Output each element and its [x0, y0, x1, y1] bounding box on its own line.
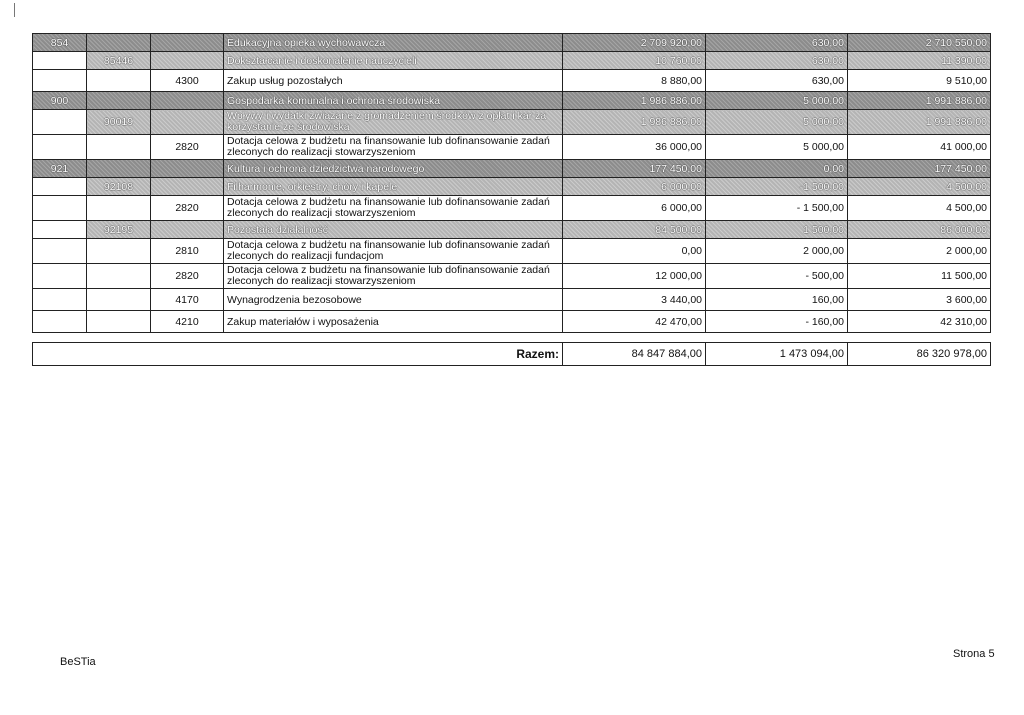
- description: Dotacja celowa z budżetu na finansowanie lub dofinansowanie zadań zleconych do realizacji stowarzyszeniom: [224, 264, 563, 289]
- after-change-value: 1 991 886,00: [848, 110, 991, 135]
- dzial-code: [33, 264, 87, 289]
- after-change-value: 2 710 550,00: [848, 34, 991, 52]
- page-number: Strona 5: [953, 648, 995, 660]
- description: Dotacja celowa z budżetu na finansowanie lub dofinansowanie zadań zleconych do realizacji fundacjom: [224, 239, 563, 264]
- scan-mark: [14, 3, 15, 17]
- after-change-value: 11 390,00: [848, 52, 991, 70]
- table-row: [33, 311, 991, 333]
- paragraf-code: 2820: [151, 135, 224, 160]
- dzial-code: [33, 52, 87, 70]
- after-change-value: 2 000,00: [848, 239, 991, 264]
- plan-value: 36 000,00: [563, 135, 706, 160]
- paragraf-code: [151, 34, 224, 52]
- plan-value: 2 709 920,00: [563, 34, 706, 52]
- paragraf-code: 4300: [151, 70, 224, 92]
- description: Wynagrodzenia bezosobowe: [224, 289, 563, 311]
- table-row: [33, 196, 991, 221]
- paragraf-code: 4170: [151, 289, 224, 311]
- after-change-value: 177 450,00: [848, 160, 991, 178]
- plan-value: 12 000,00: [563, 264, 706, 289]
- plan-value: 3 440,00: [563, 289, 706, 311]
- table-row: [33, 70, 991, 92]
- after-change-value: 9 510,00: [848, 70, 991, 92]
- description: Gospodarka komunalna i ochrona środowiska: [224, 92, 563, 110]
- change-value: 160,00: [706, 289, 848, 311]
- rozdzial-code: [87, 289, 151, 311]
- after-change-value: 42 310,00: [848, 311, 991, 333]
- dzial-code: [33, 221, 87, 239]
- table-row: [33, 160, 991, 178]
- table-row: [33, 52, 991, 70]
- change-value: 5 000,00: [706, 135, 848, 160]
- table-row: [33, 135, 991, 160]
- rozdzial-code: 85446: [87, 52, 151, 70]
- description: Dotacja celowa z budżetu na finansowanie lub dofinansowanie zadań zleconych do realizacji stowarzyszeniom: [224, 196, 563, 221]
- after-change-value: 86 000,00: [848, 221, 991, 239]
- plan-value: 10 760,00: [563, 52, 706, 70]
- change-value: 0,00: [706, 160, 848, 178]
- rozdzial-code: [87, 70, 151, 92]
- paragraf-code: [151, 178, 224, 196]
- total-label: Razem:: [33, 343, 563, 366]
- description: Dotacja celowa z budżetu na finansowanie lub dofinansowanie zadań zleconych do realizacji stowarzyszeniom: [224, 135, 563, 160]
- after-change-value: 4 500,00: [848, 178, 991, 196]
- after-change-value: 11 500,00: [848, 264, 991, 289]
- paragraf-code: [151, 52, 224, 70]
- change-value: - 500,00: [706, 264, 848, 289]
- description: Edukacyjna opieka wychowawcza: [224, 34, 563, 52]
- change-value: -1 500,00: [706, 178, 848, 196]
- paragraf-code: [151, 221, 224, 239]
- footer-software-name: BeSTia: [60, 656, 96, 668]
- dzial-code: 900: [33, 92, 87, 110]
- after-change-value: 1 991 886,00: [848, 92, 991, 110]
- change-value: 5 000,00: [706, 92, 848, 110]
- change-value: 630,00: [706, 70, 848, 92]
- table-row: [33, 34, 991, 52]
- paragraf-code: 2810: [151, 239, 224, 264]
- change-value: - 1 500,00: [706, 196, 848, 221]
- rozdzial-code: [87, 311, 151, 333]
- after-change-value: 4 500,00: [848, 196, 991, 221]
- paragraf-code: 2820: [151, 196, 224, 221]
- dzial-code: [33, 289, 87, 311]
- rozdzial-code: 90019: [87, 110, 151, 135]
- dzial-code: [33, 135, 87, 160]
- table-row: [33, 221, 991, 239]
- plan-value: 6 000,00: [563, 196, 706, 221]
- description: Wpływy i wydatki związane z gromadzeniem środków z opłat i kar za korzystanie ze środowiska: [224, 110, 563, 135]
- plan-value: 0,00: [563, 239, 706, 264]
- plan-value: 42 470,00: [563, 311, 706, 333]
- dzial-code: [33, 311, 87, 333]
- paragraf-code: 2820: [151, 264, 224, 289]
- dzial-code: [33, 178, 87, 196]
- rozdzial-code: [87, 160, 151, 178]
- dzial-code: [33, 196, 87, 221]
- dzial-code: [33, 110, 87, 135]
- table-row: [33, 289, 991, 311]
- after-change-value: 3 600,00: [848, 289, 991, 311]
- dzial-code: [33, 70, 87, 92]
- table-row: [33, 264, 991, 289]
- rozdzial-code: [87, 239, 151, 264]
- plan-value: 6 000,00: [563, 178, 706, 196]
- rozdzial-code: [87, 135, 151, 160]
- total-change-value: 1 473 094,00: [706, 343, 848, 366]
- change-value: 2 000,00: [706, 239, 848, 264]
- paragraf-code: [151, 160, 224, 178]
- table-row: [33, 178, 991, 196]
- rozdzial-code: [87, 264, 151, 289]
- dzial-code: 921: [33, 160, 87, 178]
- plan-value: 1 986 886,00: [563, 110, 706, 135]
- description: Filharmonie, orkiestry, chóry i kapele: [224, 178, 563, 196]
- description: Dokształcanie i doskonalenie nauczycieli: [224, 52, 563, 70]
- paragraf-code: [151, 92, 224, 110]
- table-row: [33, 110, 991, 135]
- after-change-value: 41 000,00: [848, 135, 991, 160]
- budget-table: [32, 33, 991, 333]
- rozdzial-code: [87, 92, 151, 110]
- rozdzial-code: [87, 34, 151, 52]
- paragraf-code: 4210: [151, 311, 224, 333]
- description: Zakup usług pozostałych: [224, 70, 563, 92]
- change-value: 630,00: [706, 52, 848, 70]
- plan-value: 1 986 886,00: [563, 92, 706, 110]
- change-value: 5 000,00: [706, 110, 848, 135]
- description: Pozostała działalność: [224, 221, 563, 239]
- total-table: [32, 342, 991, 366]
- change-value: 1 500,00: [706, 221, 848, 239]
- paragraf-code: [151, 110, 224, 135]
- description: Zakup materiałów i wyposażenia: [224, 311, 563, 333]
- total-plan-value: 84 847 884,00: [563, 343, 706, 366]
- dzial-code: [33, 239, 87, 264]
- table-row: [33, 92, 991, 110]
- change-value: - 160,00: [706, 311, 848, 333]
- description: Kultura i ochrona dziedzictwa narodowego: [224, 160, 563, 178]
- total-after-change-value: 86 320 978,00: [848, 343, 991, 366]
- plan-value: 8 880,00: [563, 70, 706, 92]
- dzial-code: 854: [33, 34, 87, 52]
- rozdzial-code: 92195: [87, 221, 151, 239]
- plan-value: 177 450,00: [563, 160, 706, 178]
- table-row: [33, 239, 991, 264]
- change-value: 630,00: [706, 34, 848, 52]
- rozdzial-code: [87, 196, 151, 221]
- plan-value: 84 500,00: [563, 221, 706, 239]
- total-row: [33, 343, 991, 366]
- rozdzial-code: 92108: [87, 178, 151, 196]
